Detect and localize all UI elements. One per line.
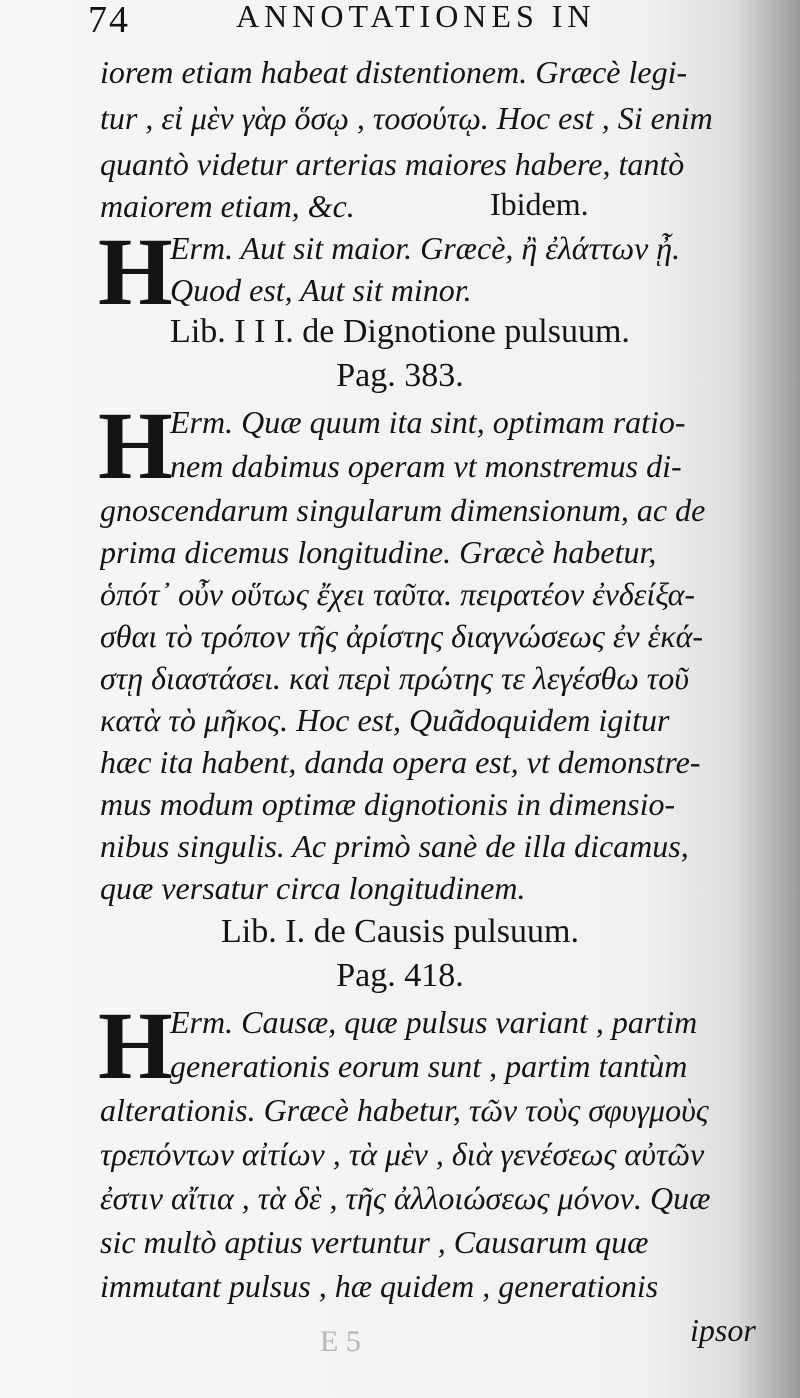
greek-line: σθαι τὸ τρόπον τῆς ἀρίστης διαγνώσεως ἐν ἑκά- [100,618,704,654]
text-line: Quod est, Aut sit minor. [170,272,472,308]
text-line: Erm. Causæ, quæ pulsus variant , partim [170,1004,698,1040]
catchword: ipsor [690,1312,756,1348]
greek-line: στῃ διαστάσει. καὶ περὶ πρώτης τε λεγέσθω τοῦ [100,660,689,696]
text-line: quantò videtur arterias maiores habere, tantò [100,146,685,182]
running-title: ANNOTATIONES IN [236,0,596,34]
book-heading: Lib. I I I. de Dignotione pulsuum. [170,313,630,350]
text-line: nem dabimus operam vt monstremus di- [170,448,682,484]
drop-cap: H [98,392,173,499]
drop-cap: H [98,992,173,1099]
drop-cap: H [98,218,173,325]
text-line: sic multò aptius vertuntur , Causarum quæ [100,1224,649,1260]
page-reference: Pag. 383. [336,357,464,394]
page-number: 74 [88,0,130,41]
text-line: quæ versatur circa longitudinem. [100,870,526,906]
text-line: iorem etiam habeat distentionem. Græcè legi- [100,54,688,90]
text-line: prima dicemus longitudine. Græcè habetur, [100,534,657,570]
text-line: tur , εἰ μὲν γὰρ ὅσῳ , τοσούτῳ. Hoc est , Si enim [100,100,713,136]
text-line: hæc ita habent, danda opera est, vt demonstre- [100,744,701,780]
text-line: generationis eorum sunt , partim tantùm [170,1048,688,1084]
text-line: nibus singulis. Ac primò sanè de illa dicamus, [100,828,689,864]
text-line: alterationis. Græcè habetur, τῶν τοὺς σφυγμοὺς [100,1092,709,1128]
text-line: immutant pulsus , hæ quidem , generationis [100,1268,659,1304]
page-reference: Pag. 418. [336,957,464,994]
greek-line: ὁπότ᾽ οὖν οὕτως ἔχει ταῦτα. πειρατέον ἐνδείξα- [100,576,696,612]
book-heading: Lib. I. de Causis pulsuum. [221,913,579,950]
text-line: Erm. Quæ quum ita sint, optimam ratio- [170,404,686,440]
section-label: Ibidem. [490,186,589,222]
signature-mark: E 5 [320,1325,361,1358]
text-line: Erm. Aut sit maior. Græcè, ἢ ἐλάττων ᾖ. [170,230,681,266]
greek-line: ἐστιν αἴτια , τὰ δὲ , τῆς ἀλλοιώσεως μόνον. Quæ [100,1180,711,1216]
page-header [88,0,748,46]
text-line: gnoscendarum singularum dimensionum, ac de [100,492,706,528]
greek-line: τρεπόντων αἰτίων , τὰ μὲν , διὰ γενέσεως αὐτῶν [100,1136,705,1172]
text-line: mus modum optimæ dignotionis in dimensio- [100,786,676,822]
text-line: κατὰ τὸ μῆκος. Hoc est, Quãdoquidem igitur [100,702,670,738]
text-line: maiorem etiam, &c. [100,188,355,224]
